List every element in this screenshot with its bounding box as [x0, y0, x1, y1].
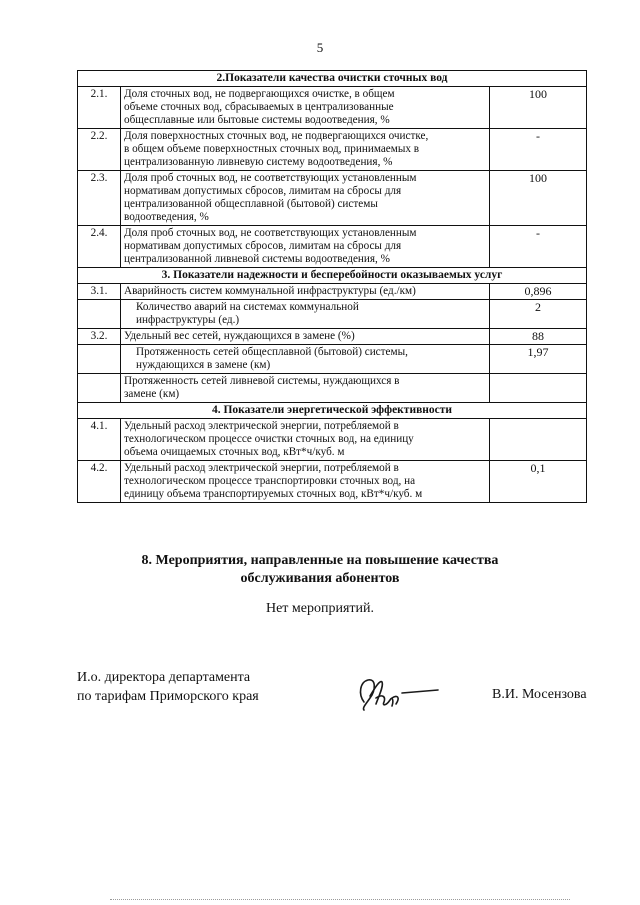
table-row	[78, 284, 587, 300]
description-line: Аварийность систем коммунальной инфраструктуры (ед./км)	[124, 285, 416, 297]
position-line: по тарифам Приморского края	[77, 689, 259, 704]
description-line: нуждающихся в замене (км)	[136, 359, 271, 371]
table-row	[78, 345, 587, 374]
table-row	[78, 461, 587, 503]
row-number: 2.3.	[78, 171, 121, 226]
section-title: 4. Показатели энергетической эффективности	[78, 403, 587, 419]
section-header-row	[78, 268, 587, 284]
description-line: объеме сточных вод, сбрасываемых в централизованные	[124, 101, 394, 113]
row-number	[78, 345, 121, 374]
description-line: Удельный расход электрической энергии, потребляемой в	[124, 420, 399, 432]
description-line: технологическом процессе транспортировки сточных вод, на	[124, 475, 416, 487]
table-row	[78, 226, 587, 268]
row-number: 2.2.	[78, 129, 121, 171]
description-line: объема очищаемых сточных вод, кВт*ч/куб. м	[124, 446, 345, 458]
row-number	[78, 374, 121, 403]
scan-edge-divider	[110, 899, 570, 900]
table-row	[78, 129, 587, 171]
description-line: в общем объеме поверхностных сточных вод, принимаемых в	[124, 143, 420, 155]
table-row	[78, 87, 587, 129]
description-line: инфраструктуры (ед.)	[136, 314, 240, 326]
row-value: -	[490, 226, 587, 268]
description-line: Удельный вес сетей, нуждающихся в замене (%)	[124, 330, 355, 342]
page-number: 5	[316, 40, 324, 55]
table-row	[78, 329, 587, 345]
description-line: общесплавные или бытовые системы водоотведения, %	[124, 114, 390, 126]
row-number	[78, 300, 121, 329]
table-row	[78, 300, 587, 329]
signer-position	[77, 668, 259, 706]
heading-line: 8. Мероприятия, направленные на повышение качества	[141, 553, 499, 568]
heading-line: обслуживания абонентов	[240, 571, 400, 586]
description-line: Доля поверхностных сточных вод, не подвергающихся очистке,	[124, 130, 429, 142]
description-line: замене (км)	[124, 388, 180, 400]
section-8-heading	[100, 552, 540, 588]
description-line: единицу объема транспортируемых сточных вод, кВт*ч/куб. м	[124, 488, 423, 500]
description-line: централизованной общесплавной (бытовой) системы	[124, 198, 378, 210]
row-value: 100	[490, 87, 587, 129]
row-value: 1,97	[490, 345, 587, 374]
description-line: Доля проб сточных вод, не соответствующих установленным	[124, 227, 417, 239]
table-row	[78, 374, 587, 403]
description-line: Удельный расход электрической энергии, потребляемой в	[124, 462, 399, 474]
no-measures-note: Нет мероприятий.	[265, 601, 375, 616]
description-line: Доля проб сточных вод, не соответствующих установленным	[124, 172, 417, 184]
row-description	[121, 374, 490, 403]
row-number: 3.1.	[78, 284, 121, 300]
row-value: 100	[490, 171, 587, 226]
section-title: 2.Показатели качества очистки сточных вод	[78, 71, 587, 87]
description-line: технологическом процессе очистки сточных вод, на единицу	[124, 433, 414, 445]
row-value: 88	[490, 329, 587, 345]
row-value	[490, 419, 587, 461]
description-line: Доля сточных вод, не подвергающихся очистке, в общем	[124, 88, 395, 100]
row-value: 0,896	[490, 284, 587, 300]
table-row	[78, 171, 587, 226]
row-description	[121, 345, 490, 374]
handwritten-signature	[350, 668, 442, 714]
signer-name: В.И. Мосензова	[492, 687, 587, 702]
description-line: Протяженность сетей общесплавной (бытовой) системы,	[136, 346, 408, 358]
row-description	[121, 87, 490, 129]
row-description	[121, 171, 490, 226]
section-title: 3. Показатели надежности и бесперебойности оказываемых услуг	[78, 268, 587, 284]
row-number: 2.1.	[78, 87, 121, 129]
section-header-row	[78, 71, 587, 87]
description-line: централизованную ливневую систему водоотведения, %	[124, 156, 393, 168]
row-description	[121, 129, 490, 171]
description-line: Протяженность сетей ливневой системы, нуждающихся в	[124, 375, 400, 387]
row-value: -	[490, 129, 587, 171]
row-description	[121, 226, 490, 268]
description-line: централизованной ливневой системы водоотведения, %	[124, 253, 390, 265]
row-value: 2	[490, 300, 587, 329]
row-description	[121, 329, 490, 345]
row-description	[121, 284, 490, 300]
section-header-row	[78, 403, 587, 419]
row-value	[490, 374, 587, 403]
row-description	[121, 461, 490, 503]
description-line: нормативам допустимых сбросов, лимитам на сбросы для	[124, 240, 402, 252]
row-description	[121, 300, 490, 329]
row-number: 4.2.	[78, 461, 121, 503]
description-line: нормативам допустимых сбросов, лимитам на сбросы для	[124, 185, 402, 197]
table-row	[78, 419, 587, 461]
position-line: И.о. директора департамента	[77, 670, 251, 685]
row-number: 3.2.	[78, 329, 121, 345]
row-number: 4.1.	[78, 419, 121, 461]
description-line: Количество аварий на системах коммунальной	[136, 301, 359, 313]
indicators-table	[77, 70, 587, 503]
row-value: 0,1	[490, 461, 587, 503]
description-line: водоотведения, %	[124, 211, 209, 223]
row-description	[121, 419, 490, 461]
row-number: 2.4.	[78, 226, 121, 268]
